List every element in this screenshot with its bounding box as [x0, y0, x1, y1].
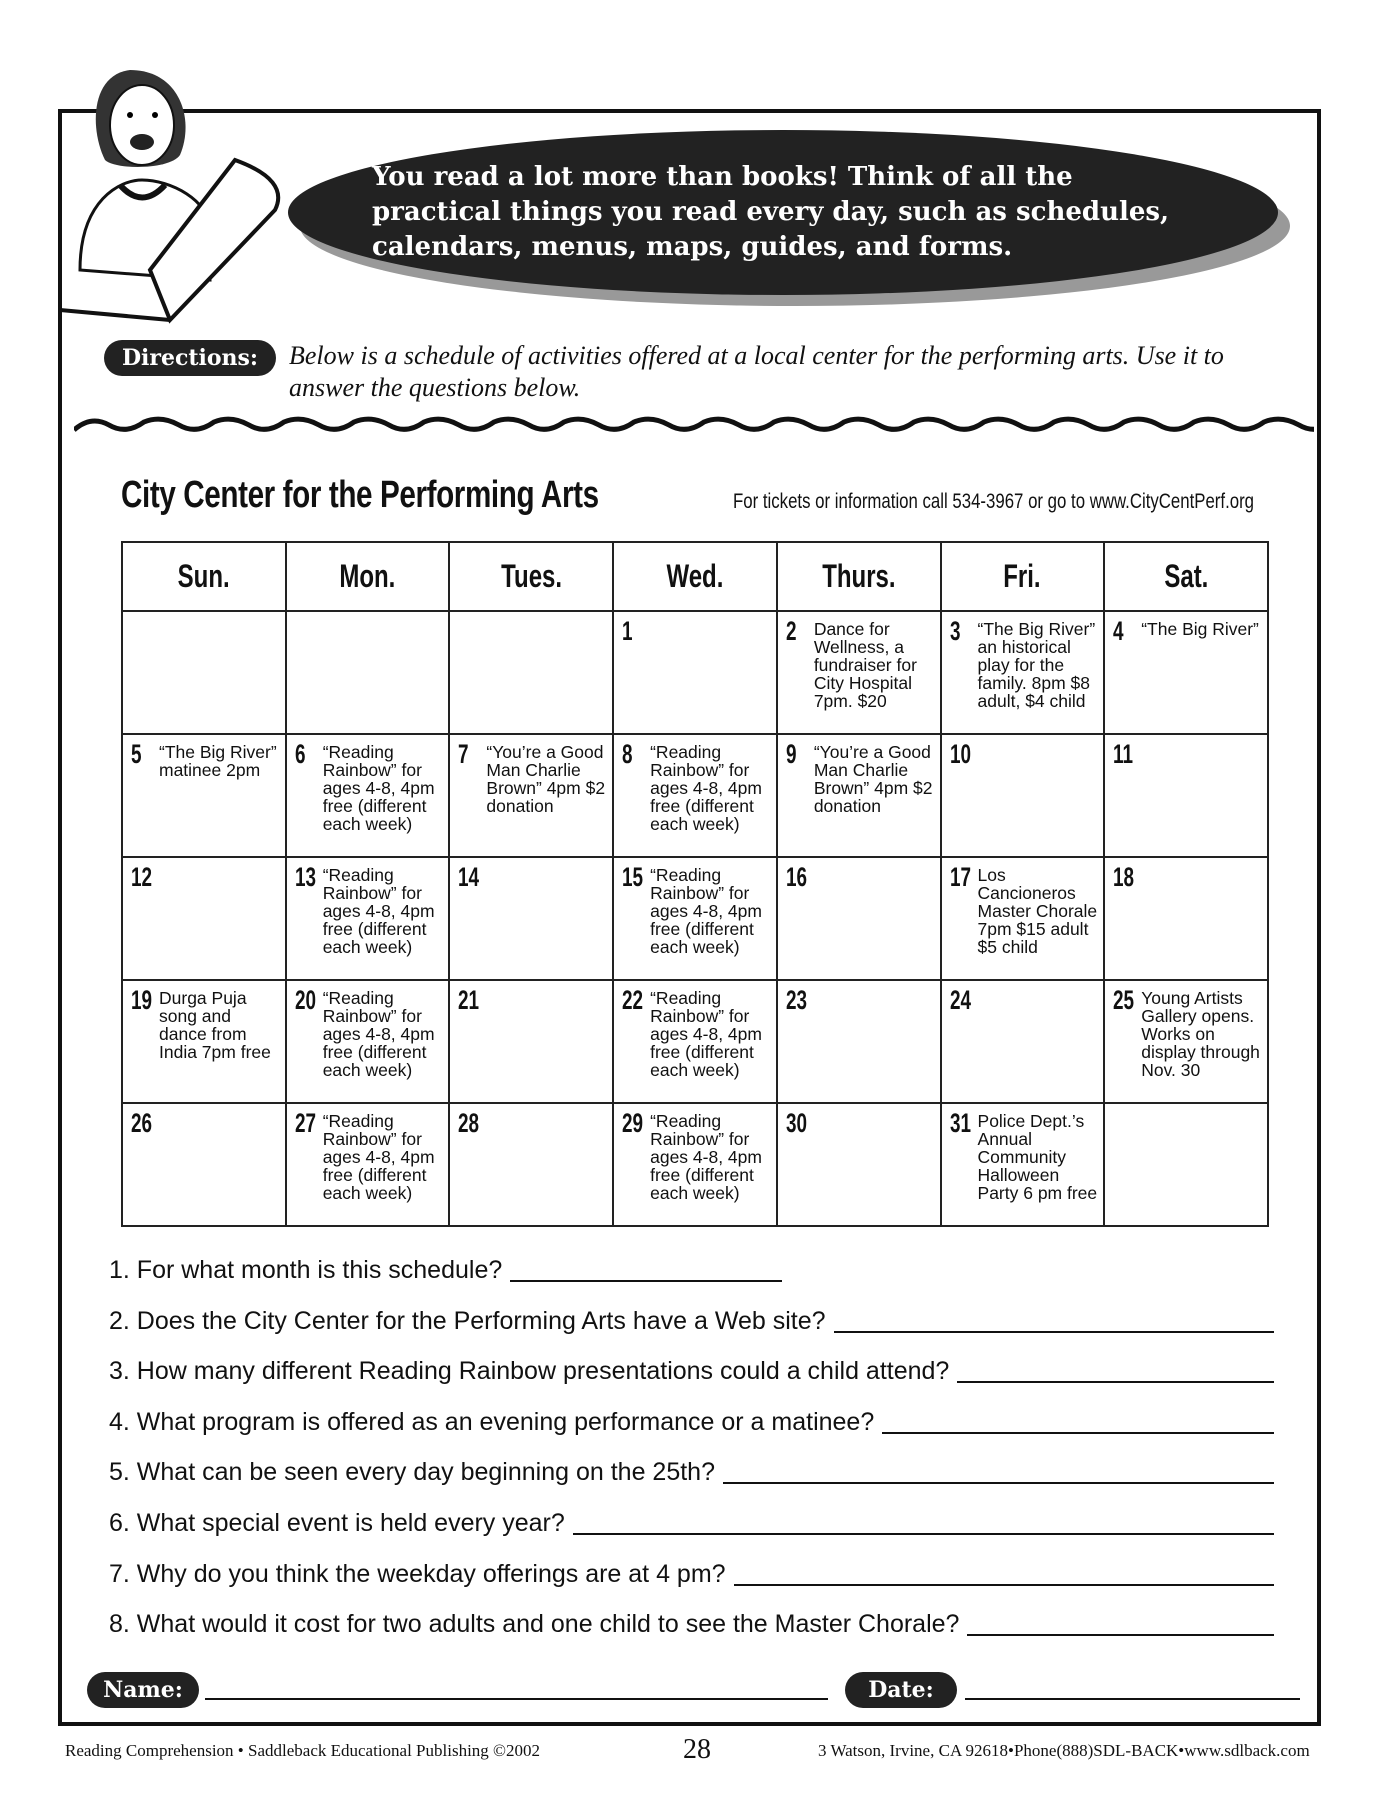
- calendar: [121, 541, 1269, 1227]
- date-label: Date:: [845, 1672, 957, 1708]
- calendar-day: [613, 734, 777, 857]
- question-text: 7. Why do you think the weekday offerings are at 4 pm?: [109, 1559, 726, 1588]
- question: [109, 1307, 1274, 1358]
- event-text: “The Big River”: [1141, 619, 1259, 639]
- question: [109, 1256, 1274, 1307]
- calendar-day: [1104, 611, 1268, 734]
- day-number: 21: [458, 985, 480, 1015]
- questions: [109, 1256, 1274, 1661]
- question-text: 6. What special event is held every year?: [109, 1508, 565, 1537]
- calendar-day: [449, 734, 613, 857]
- day-number: 23: [785, 985, 807, 1015]
- question: [109, 1509, 1274, 1560]
- day-number: 3: [949, 616, 961, 646]
- answer-blank[interactable]: [957, 1357, 1274, 1383]
- question: [109, 1458, 1274, 1509]
- day-header-label: Tues.: [500, 558, 562, 594]
- event-text: “Reading Rainbow” for ages 4-8, 4pm free (different each week): [322, 865, 435, 957]
- event-text: “Reading Rainbow” for ages 4-8, 4pm free (different each week): [322, 988, 435, 1080]
- day-header-label: Wed.: [666, 558, 724, 594]
- calendar-day: [1104, 734, 1268, 857]
- calendar-day: [777, 1103, 941, 1226]
- question: [109, 1408, 1274, 1459]
- calendar-day: [122, 980, 286, 1103]
- day-number: 16: [785, 862, 807, 892]
- calendar-week: [122, 980, 1268, 1103]
- footer-address: [818, 1741, 1310, 1761]
- answer-blank[interactable]: [834, 1307, 1274, 1333]
- calendar-day: [941, 611, 1105, 734]
- day-header: [449, 542, 613, 611]
- day-number: 10: [949, 739, 971, 769]
- calendar-day: [286, 1103, 450, 1226]
- calendar-day: [1104, 857, 1268, 980]
- calendar-day: [613, 980, 777, 1103]
- day-number: 7: [458, 739, 469, 769]
- calendar-day: [122, 1103, 286, 1226]
- calendar-day: [777, 857, 941, 980]
- answer-blank[interactable]: [723, 1458, 1274, 1484]
- day-number: 8: [622, 739, 633, 769]
- day-number: 18: [1113, 862, 1135, 892]
- question-text: 3. How many different Reading Rainbow presentations could a child attend?: [109, 1357, 950, 1386]
- day-header: [613, 542, 777, 611]
- day-number: 12: [131, 862, 153, 892]
- schedule-title: City Center for the Performing Arts: [121, 474, 599, 516]
- day-header-label: Mon.: [339, 558, 396, 594]
- day-number: 9: [785, 739, 797, 769]
- event-text: Dance for Wellness, a fundraiser for City Hospital 7pm. $20: [813, 619, 917, 711]
- day-number: 15: [622, 862, 644, 892]
- event-text: “The Big River” matinee 2pm: [159, 742, 277, 780]
- day-number: 2: [785, 616, 797, 646]
- date-field[interactable]: [965, 1698, 1300, 1700]
- event-text: “Reading Rainbow” for ages 4-8, 4pm free (different each week): [650, 865, 762, 957]
- directions-text: Below is a schedule of activities offered at a local center for the performing arts. Use it to answer the questions below.: [289, 341, 1224, 402]
- calendar-day: [286, 734, 450, 857]
- ticket-info: For tickets or information call 534-3967 or go to www.CityCentPerf.org: [733, 490, 1255, 513]
- question-text: 2. Does the City Center for the Performing Arts have a Web site?: [109, 1306, 826, 1335]
- day-header-label: Fri.: [1003, 558, 1042, 594]
- day-number: 29: [622, 1108, 644, 1138]
- day-number: 4: [1113, 616, 1124, 646]
- calendar-day: [777, 980, 941, 1103]
- wave-divider: [74, 410, 1314, 440]
- question-text: 1. For what month is this schedule?: [109, 1256, 503, 1284]
- calendar-day: [613, 857, 777, 980]
- event-text: Young Artists Gallery opens. Works on display through Nov. 30: [1141, 988, 1260, 1080]
- name-field[interactable]: [205, 1698, 828, 1700]
- day-number: 22: [622, 985, 644, 1015]
- day-number: 5: [131, 739, 142, 769]
- calendar-day: [449, 611, 613, 734]
- speech-bubble: You read a lot more than books! Think of all the practical things you read every day, such as schedules, calendars, menus, maps, guides, and forms.: [288, 130, 1278, 295]
- calendar-week: [122, 611, 1268, 734]
- day-header: [941, 542, 1105, 611]
- day-number: 1: [622, 616, 633, 646]
- calendar-day: [941, 980, 1105, 1103]
- calendar-day: [449, 857, 613, 980]
- directions-label: Directions:: [104, 340, 276, 376]
- answer-blank[interactable]: [967, 1610, 1274, 1636]
- day-header: [286, 542, 450, 611]
- question: [109, 1357, 1274, 1408]
- day-number: 17: [949, 862, 971, 892]
- calendar-day: [286, 611, 450, 734]
- calendar-day: [941, 857, 1105, 980]
- day-number: 27: [294, 1108, 316, 1138]
- day-number: 25: [1113, 985, 1135, 1015]
- day-header: [122, 542, 286, 611]
- footer-publisher: Reading Comprehension • Saddleback Educational Publishing ©2002: [65, 1741, 540, 1760]
- day-header-label: Sat.: [1164, 558, 1209, 594]
- day-number: 14: [458, 862, 480, 892]
- event-text: Los Cancioneros Master Chorale 7pm $15 adult $5 child: [977, 865, 1098, 957]
- answer-blank[interactable]: [734, 1560, 1274, 1586]
- calendar-day: [122, 734, 286, 857]
- event-text: “Reading Rainbow” for ages 4-8, 4pm free (different each week): [650, 742, 762, 834]
- calendar-day: [941, 734, 1105, 857]
- day-header-label: Thurs.: [821, 558, 896, 594]
- calendar-day: [777, 611, 941, 734]
- footer-link[interactable]: www.sdlback.com: [1184, 1741, 1310, 1760]
- cartoon-girl-icon: [60, 70, 300, 340]
- day-header-label: Sun.: [177, 558, 230, 594]
- event-text: “Reading Rainbow” for ages 4-8, 4pm free (different each week): [322, 1111, 435, 1203]
- day-number: 30: [785, 1108, 807, 1138]
- question-text: 8. What would it cost for two adults and one child to see the Master Chorale?: [109, 1610, 960, 1639]
- calendar-day: [1104, 1103, 1268, 1226]
- calendar-day: [122, 857, 286, 980]
- event-text: “The Big River” an historical play for the family. 8pm $8 adult, $4 child: [977, 619, 1096, 711]
- day-number: 28: [458, 1108, 480, 1138]
- day-number: 24: [949, 985, 971, 1015]
- calendar-day: [613, 611, 777, 734]
- event-text: “You’re a Good Man Charlie Brown” 4pm $2 donation: [486, 742, 606, 816]
- day-number: 11: [1113, 739, 1134, 769]
- answer-blank[interactable]: [510, 1256, 782, 1282]
- calendar-week: [122, 857, 1268, 980]
- calendar-day: [449, 980, 613, 1103]
- question: [109, 1610, 1274, 1661]
- day-number: 6: [294, 739, 306, 769]
- answer-blank[interactable]: [573, 1509, 1274, 1535]
- day-number: 26: [131, 1108, 153, 1138]
- day-number: 13: [294, 862, 316, 892]
- calendar-day: [941, 1103, 1105, 1226]
- calendar-day: [286, 980, 450, 1103]
- calendar-day: [777, 734, 941, 857]
- event-text: Durga Puja song and dance from India 7pm free: [159, 988, 271, 1062]
- calendar-day: [1104, 980, 1268, 1103]
- calendar-week: [122, 1103, 1268, 1226]
- event-text: “Reading Rainbow” for ages 4-8, 4pm free (different each week): [322, 742, 435, 834]
- question-text: 5. What can be seen every day beginning on the 25th?: [109, 1458, 715, 1487]
- calendar-day: [286, 857, 450, 980]
- day-header: [777, 542, 941, 611]
- event-text: “Reading Rainbow” for ages 4-8, 4pm free (different each week): [650, 1111, 762, 1203]
- calendar-day: [613, 1103, 777, 1226]
- answer-blank[interactable]: [882, 1408, 1274, 1434]
- event-text: “Reading Rainbow” for ages 4-8, 4pm free (different each week): [650, 988, 762, 1080]
- calendar-day: [449, 1103, 613, 1226]
- question-text: 4. What program is offered as an evening performance or a matinee?: [109, 1407, 875, 1436]
- question: [109, 1560, 1274, 1611]
- day-header: [1104, 542, 1268, 611]
- event-text: “You’re a Good Man Charlie Brown” 4pm $2 donation: [813, 742, 933, 816]
- event-text: Police Dept.’s Annual Community Halloween Party 6 pm free: [977, 1111, 1098, 1203]
- day-number: 20: [294, 985, 316, 1015]
- calendar-week: [122, 734, 1268, 857]
- day-number: 31: [949, 1108, 971, 1138]
- day-number: 19: [131, 985, 153, 1015]
- footer-address-text: 3 Watson, Irvine, CA 92618•Phone(888)SDL-BACK•: [818, 1741, 1185, 1760]
- calendar-day: [122, 611, 286, 734]
- page-number: 28: [683, 1734, 711, 1765]
- name-label: Name:: [87, 1672, 199, 1708]
